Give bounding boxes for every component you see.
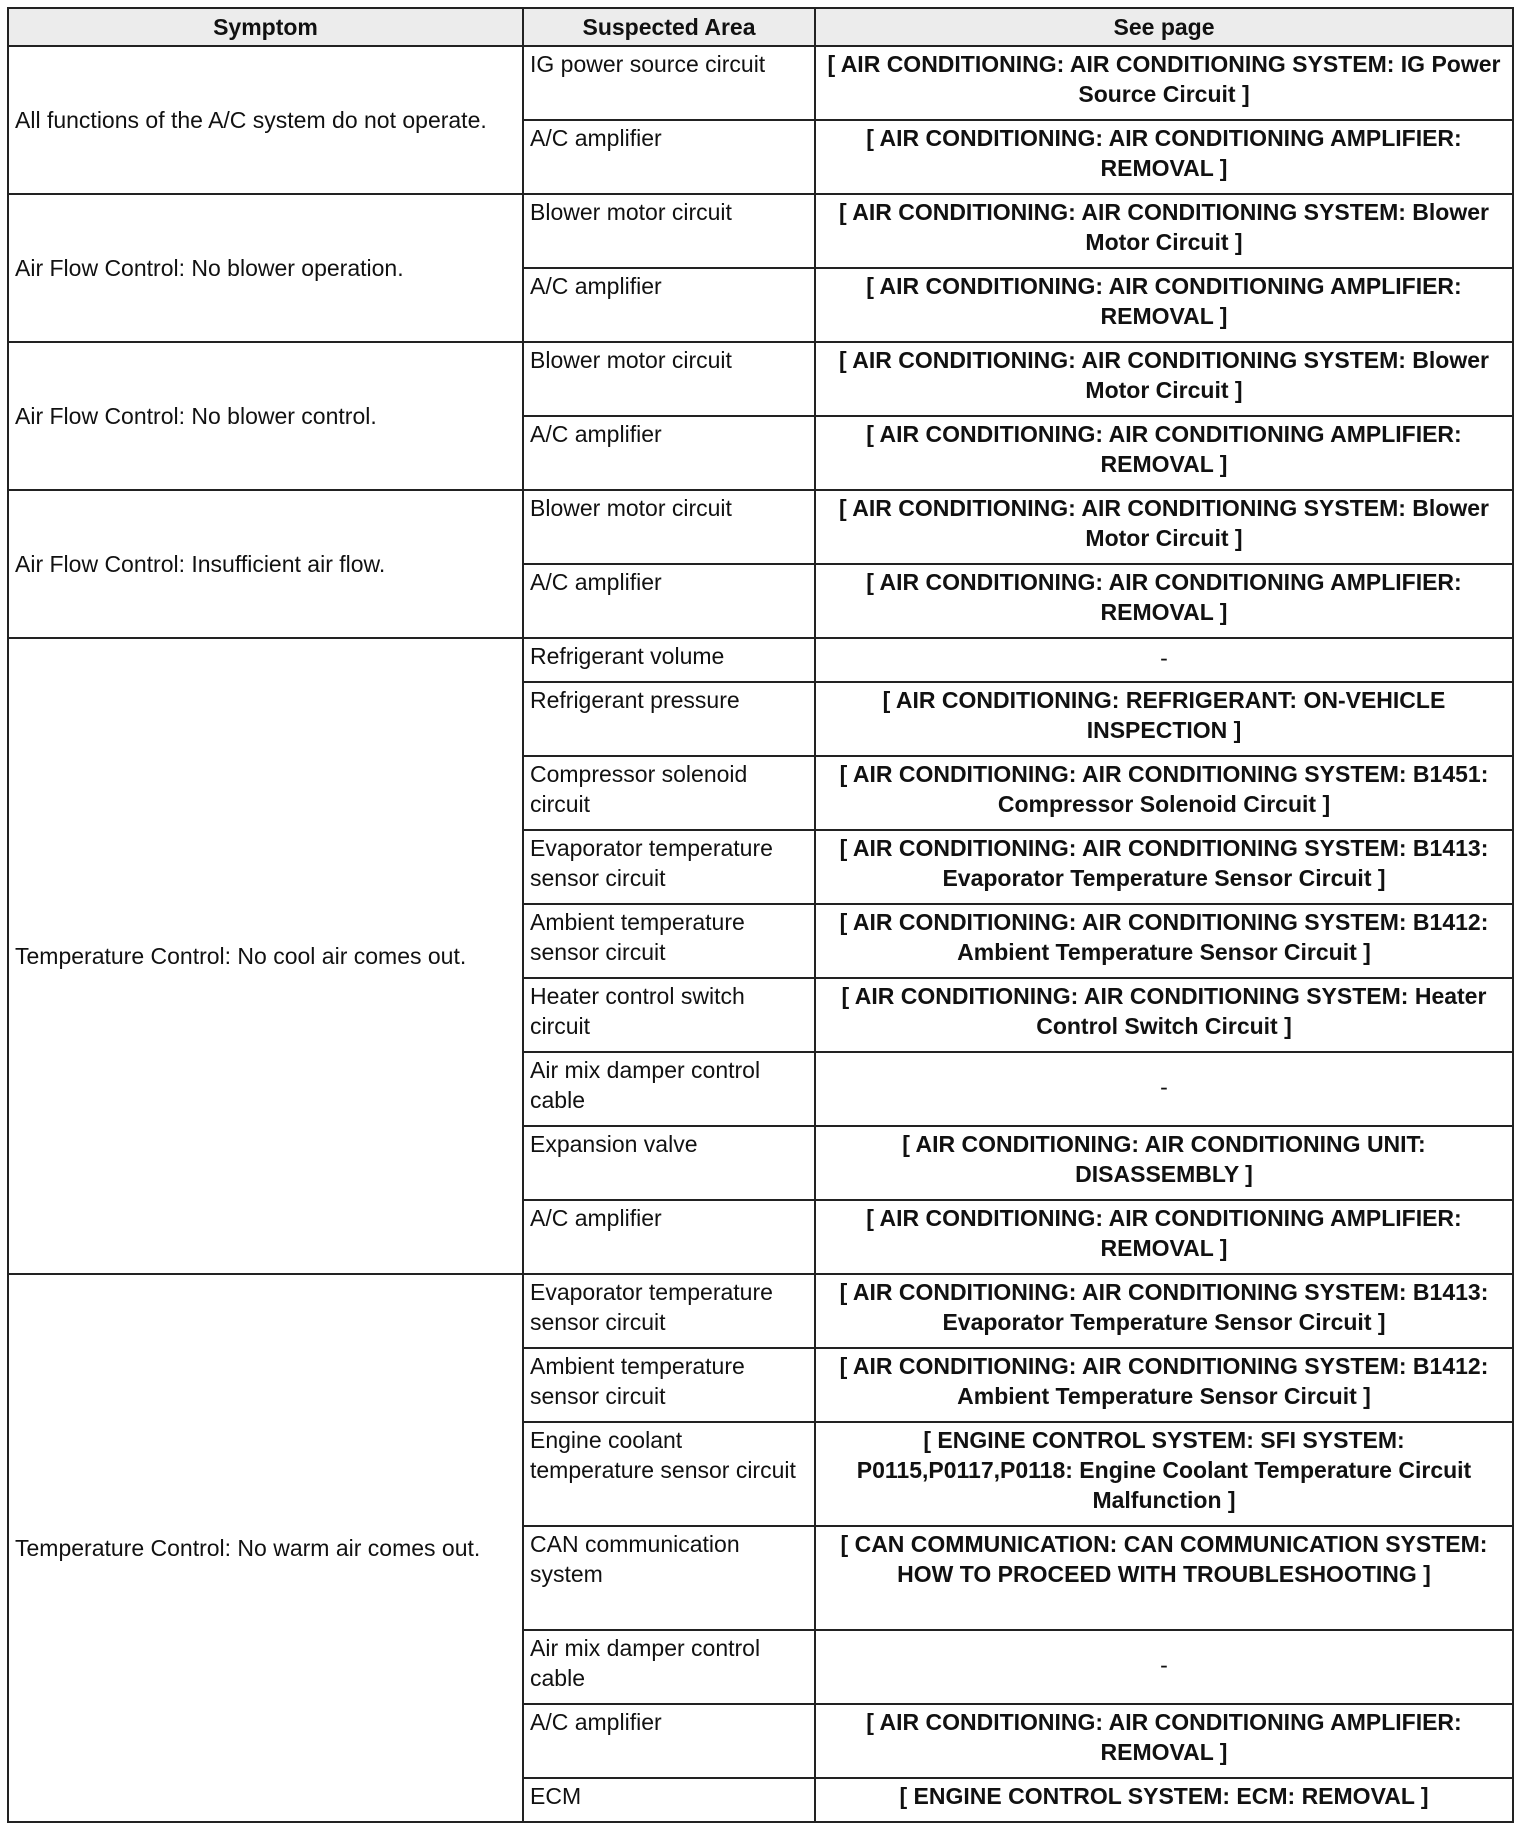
suspected-area-cell: Engine coolant temperature sensor circuit [523,1422,815,1526]
see-page-value: - [815,1052,1513,1126]
table-row [8,342,1513,416]
see-page-link[interactable]: [ AIR CONDITIONING: AIR CONDITIONING AMPLIFIER: REMOVAL ] [815,1704,1513,1778]
see-page-value: - [815,1630,1513,1704]
suspected-area-cell: Expansion valve [523,1126,815,1200]
see-page-link[interactable]: [ AIR CONDITIONING: AIR CONDITIONING SYSTEM: B1451: Compressor Solenoid Circuit ] [815,756,1513,830]
suspected-area-cell: Air mix damper control cable [523,1630,815,1704]
see-page-link[interactable]: [ CAN COMMUNICATION: CAN COMMUNICATION SYSTEM: HOW TO PROCEED WITH TROUBLESHOOTING ] [815,1526,1513,1630]
symptom-cell: Air Flow Control: No blower control. [8,342,523,490]
see-page-link[interactable]: [ AIR CONDITIONING: REFRIGERANT: ON-VEHICLE INSPECTION ] [815,682,1513,756]
symptom-cell: Air Flow Control: No blower operation. [8,194,523,342]
see-page-link[interactable]: [ AIR CONDITIONING: AIR CONDITIONING SYSTEM: B1412: Ambient Temperature Sensor Circuit ] [815,904,1513,978]
see-page-link[interactable]: [ AIR CONDITIONING: AIR CONDITIONING AMPLIFIER: REMOVAL ] [815,416,1513,490]
symptom-cell: All functions of the A/C system do not operate. [8,46,523,194]
symptom-cell: Temperature Control: No cool air comes out. [8,638,523,1274]
suspected-area-cell: Ambient temperature sensor circuit [523,1348,815,1422]
suspected-area-cell: A/C amplifier [523,268,815,342]
suspected-area-cell: Evaporator temperature sensor circuit [523,830,815,904]
symptom-cell: Air Flow Control: Insufficient air flow. [8,490,523,638]
see-page-value: - [815,638,1513,682]
suspected-area-cell: Blower motor circuit [523,194,815,268]
suspected-area-cell: A/C amplifier [523,1704,815,1778]
suspected-area-cell: IG power source circuit [523,46,815,120]
see-page-link[interactable]: [ AIR CONDITIONING: AIR CONDITIONING UNIT: DISASSEMBLY ] [815,1126,1513,1200]
see-page-link[interactable]: [ AIR CONDITIONING: AIR CONDITIONING SYSTEM: Heater Control Switch Circuit ] [815,978,1513,1052]
problem-symptoms-table [7,7,1514,1823]
see-page-link[interactable]: [ ENGINE CONTROL SYSTEM: SFI SYSTEM: P0115,P0117,P0118: Engine Coolant Temperature Circuit Malfunction ] [815,1422,1513,1526]
see-page-link[interactable]: [ AIR CONDITIONING: AIR CONDITIONING SYSTEM: IG Power Source Circuit ] [815,46,1513,120]
header-see-page: See page [815,8,1513,46]
see-page-link[interactable]: [ AIR CONDITIONING: AIR CONDITIONING SYSTEM: Blower Motor Circuit ] [815,194,1513,268]
symptom-cell: Temperature Control: No warm air comes out. [8,1274,523,1822]
suspected-area-cell: Evaporator temperature sensor circuit [523,1274,815,1348]
suspected-area-cell: Compressor solenoid circuit [523,756,815,830]
suspected-area-cell: A/C amplifier [523,564,815,638]
table-row [8,1274,1513,1348]
see-page-link[interactable]: [ AIR CONDITIONING: AIR CONDITIONING AMPLIFIER: REMOVAL ] [815,564,1513,638]
table-row [8,46,1513,120]
suspected-area-cell: Ambient temperature sensor circuit [523,904,815,978]
see-page-link[interactable]: [ ENGINE CONTROL SYSTEM: ECM: REMOVAL ] [815,1778,1513,1822]
suspected-area-cell: A/C amplifier [523,120,815,194]
see-page-link[interactable]: [ AIR CONDITIONING: AIR CONDITIONING AMPLIFIER: REMOVAL ] [815,268,1513,342]
suspected-area-cell: Heater control switch circuit [523,978,815,1052]
suspected-area-cell: A/C amplifier [523,416,815,490]
suspected-area-cell: Air mix damper control cable [523,1052,815,1126]
suspected-area-cell: ECM [523,1778,815,1822]
see-page-link[interactable]: [ AIR CONDITIONING: AIR CONDITIONING SYSTEM: Blower Motor Circuit ] [815,490,1513,564]
header-suspected-area: Suspected Area [523,8,815,46]
suspected-area-cell: Blower motor circuit [523,342,815,416]
see-page-link[interactable]: [ AIR CONDITIONING: AIR CONDITIONING AMPLIFIER: REMOVAL ] [815,120,1513,194]
suspected-area-cell: Refrigerant volume [523,638,815,682]
table-row [8,194,1513,268]
table-row [8,490,1513,564]
suspected-area-cell: CAN communication system [523,1526,815,1630]
suspected-area-cell: Refrigerant pressure [523,682,815,756]
header-symptom: Symptom [8,8,523,46]
see-page-link[interactable]: [ AIR CONDITIONING: AIR CONDITIONING SYSTEM: B1413: Evaporator Temperature Sensor Circuit ] [815,830,1513,904]
see-page-link[interactable]: [ AIR CONDITIONING: AIR CONDITIONING SYSTEM: Blower Motor Circuit ] [815,342,1513,416]
see-page-link[interactable]: [ AIR CONDITIONING: AIR CONDITIONING SYSTEM: B1413: Evaporator Temperature Sensor Circuit ] [815,1274,1513,1348]
see-page-link[interactable]: [ AIR CONDITIONING: AIR CONDITIONING AMPLIFIER: REMOVAL ] [815,1200,1513,1274]
suspected-area-cell: A/C amplifier [523,1200,815,1274]
table-row [8,638,1513,682]
suspected-area-cell: Blower motor circuit [523,490,815,564]
table-header-row [8,8,1513,46]
see-page-link[interactable]: [ AIR CONDITIONING: AIR CONDITIONING SYSTEM: B1412: Ambient Temperature Sensor Circuit ] [815,1348,1513,1422]
